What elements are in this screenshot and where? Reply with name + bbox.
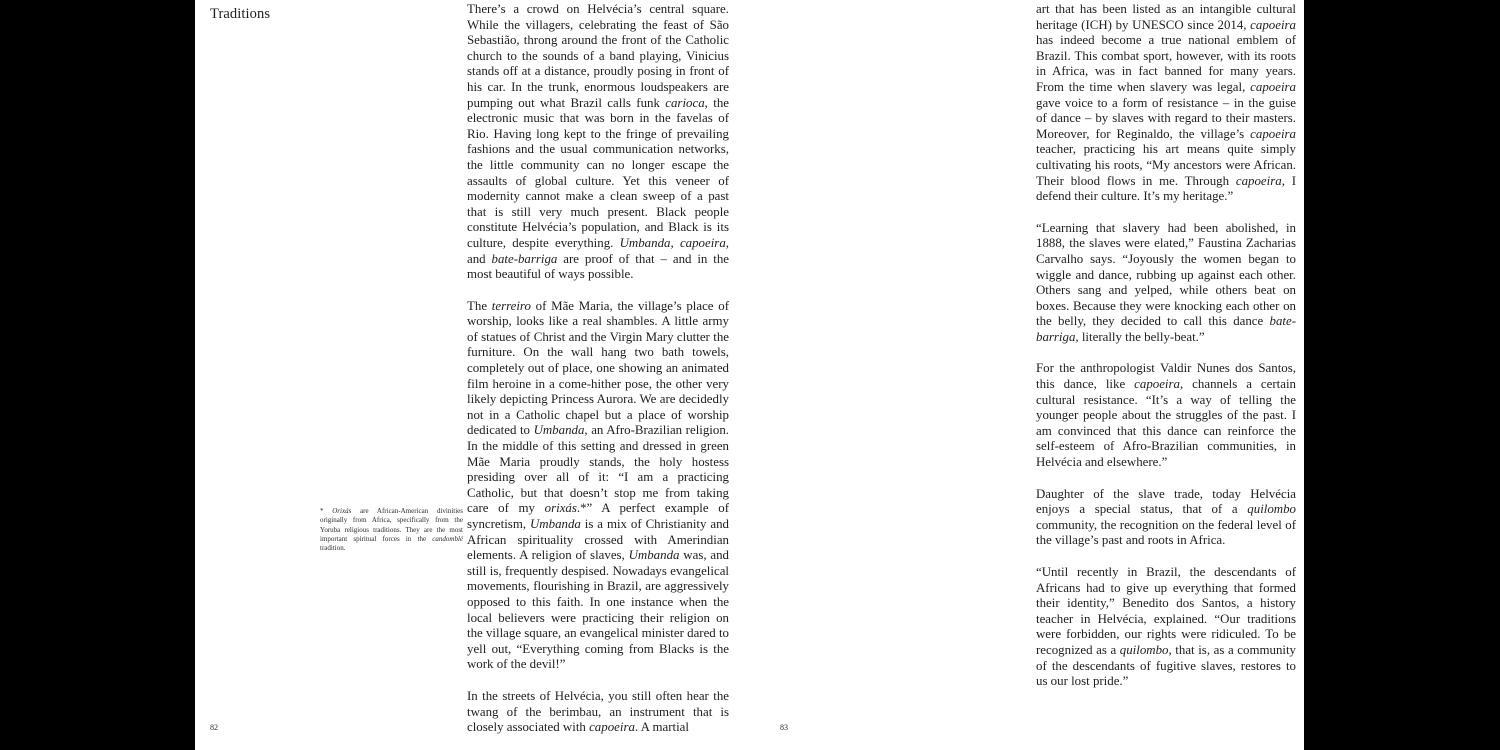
body-paragraph: For the anthropologist Valdir Nunes dos Santos, this dance, like capoeira, channels a certain cultural resistance. “It’s a way of telling the younger people about the struggles of the past. I am convinced that this dance can reinforce the self-esteem of Afro-Brazilian communities, in Helvécia and elsewhere.” <box>1036 361 1297 470</box>
page-number-left: 82 <box>210 723 218 732</box>
body-paragraph: “Learning that slavery had been abolished, in 1888, the slaves were elated,” Faustina Zacharias Carvalho says. “Joyously the women began to wiggle and dance, rubbing up against each other. Others sang and yelped, while others beat on boxes. Because they were knocking each other on the belly, they decided to call this dance bate-barriga, literally the belly-beat.” <box>1036 220 1296 344</box>
body-paragraph: In the streets of Helvécia, you still often hear the twang of the berimbau, an instrument that is closely associated with capoeira. A martial <box>467 688 729 735</box>
body-paragraph: There’s a crowd on Helvécia’s central square. While the villagers, celebrating the feast of São Sebastião, throng around the front of the Catholic church to the sounds of a band playing, Vinicius stands off at a distance, proudly posing in front of his car. In the trunk, enormous loudspeakers are pumping out what Brazil calls funk carioca, the electronic music that was born in the favelas of Rio. Having long kept to the fringe of prevailing fashions and the usual communication networks, the little community can no longer escape the assaults of global culture. Yet this veneer of modernity cannot make a clean sweep of a past that is still very much present. Black people constitute Helvécia’s population, and Black is its culture, despite everything. Umbanda, capoeira, and bate-barriga are proof of that – and in the most beautiful of ways possible. <box>467 2 729 282</box>
page-number-right: 83 <box>780 723 788 732</box>
body-paragraph: art that has been listed as an intangible cultural heritage (ICH) by UNESCO since 2014, capoeira has indeed become a true national emblem of Brazil. This combat sport, however, with its roots in Africa, was in fact banned for many years. From the time when slavery was legal, capoeira gave voice to a form of resistance – in the guise of dance – by slaves with regard to their masters. Moreover, for Reginaldo, the village’s capoeira teacher, practicing his art means quite simply cultivating his roots, “My ancestors were African. Their blood flows in me. Through capoeira, I defend their culture. It’s my heritage.” <box>1036 2 1296 204</box>
body-paragraph: “Until recently in Brazil, the descendants of Africans had to give up everything that formed their identity,” Benedito dos Santos, a history teacher in Helvécia, explained. “Our traditions were forbidden, our rights were ridiculed. To be recognized as a quilombo, that is, as a community of the descendants of fugitive slaves, restores to us our lost pride.” <box>1036 565 1296 689</box>
section-label: Traditions <box>210 6 271 22</box>
left-text-column <box>467 2 729 736</box>
right-text-column <box>1036 2 1296 690</box>
footnote: * Orixás are African-American divinities originally from Africa, specifically from the Yoruba religious traditions. They are the most important spiritual forces in the candomblé tradition. <box>320 507 463 553</box>
body-paragraph: The terreiro of Mãe Maria, the village’s place of worship, looks like a real shambles. A little army of statues of Christ and the Virgin Mary clutter the furniture. On the wall hang two bath towels, completely out of place, one showing an animated film heroine in a come-hither pose, the other very likely depicting Princess Aurora. We are decidedly not in a Catholic chapel but a place of worship dedicated to Umbanda, an Afro-Brazilian religion. In the middle of this setting and dressed in green Mãe Maria proudly stands, the holy hostess presiding over all of it: “I am a practicing Catholic, but that doesn’t stop me from taking care of my orixás.*” A perfect example of syncretism, Umbanda is a mix of Christianity and African spirituality crossed with Amerindian elements. A religion of slaves, Umbanda was, and still is, frequently despised. Nowadays evangelical movements, flourishing in Brazil, are aggressively opposed to this faith. In one instance when the local believers were practicing their religion on the village square, an evangelical minister dared to yell out, “Everything coming from Blacks is the work of the devil!” <box>467 298 730 672</box>
body-paragraph: Daughter of the slave trade, today Helvécia enjoys a special status, that of a quilombo community, the recognition on the federal level of the village’s past and roots in Africa. <box>1036 486 1296 548</box>
left-edge-bar <box>0 0 195 750</box>
right-edge-bar <box>1304 0 1500 750</box>
